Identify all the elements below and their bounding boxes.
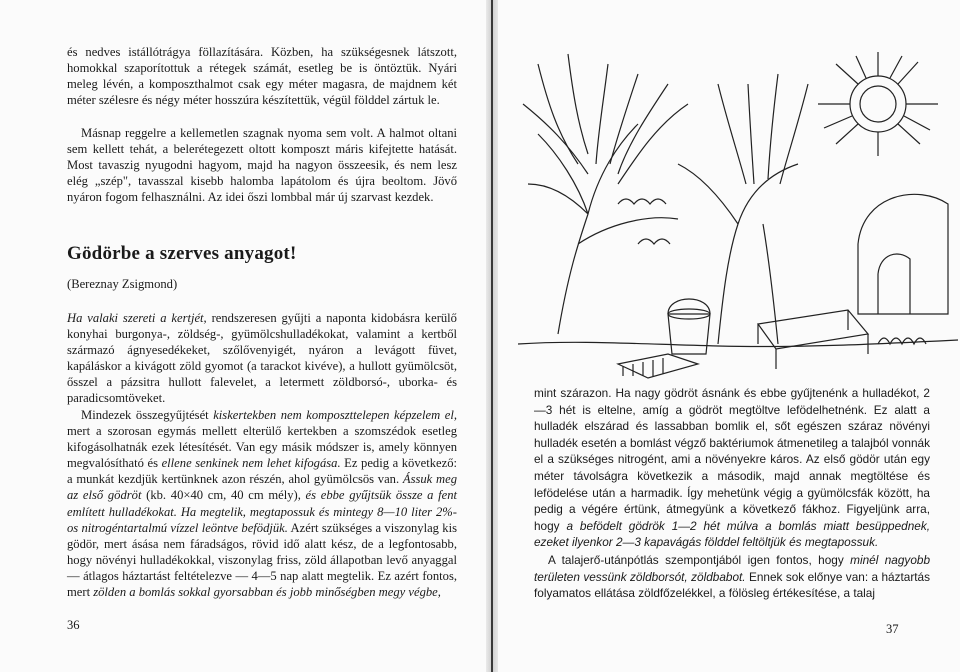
sun-icon bbox=[818, 52, 938, 156]
paragraph-3-text: rendszeresen gyűjti a naponta kidobásra kerülő konyhai burgonya-, zöldség-, gyümölcshulladékokat, valamint a kertből származó ágnyesedékeket, szőlővenyigét, nyáron a levágott füvet, kapáláskor a kivágott zöld gyomot (a tarackot kivéve), a hullott gyümölcsöt, ősszel a pázsitra hullott falevelet, a letermett zöldborsó-, uborka- és paradicsomtöveket. bbox=[67, 311, 457, 406]
author-line: (Bereznay Zsigmond) bbox=[67, 277, 178, 291]
page-number-right: 37 bbox=[886, 622, 899, 636]
right-paragraph-2 bbox=[534, 552, 930, 602]
rp2-b: minél nagyobb területen vessünk zöldborsót, zöldbabot. bbox=[534, 553, 931, 584]
p4-b: kiskertekben nem komposztteleрen képzelem el, bbox=[213, 408, 457, 422]
p4-d: ellene senkinek nem lehet kifogása. bbox=[161, 456, 341, 471]
p4-f: Ássuk meg az első gödröt bbox=[67, 472, 457, 503]
garden-illustration bbox=[518, 44, 958, 384]
book-gutter bbox=[486, 0, 498, 672]
p4-c: mert a szorosan egymás mellett elterülő kertekben a szomszédok esetleg kifogásolhatnák ezek létesítését. Van egy másik módszer is, amely könnyen megvalósítható és bbox=[67, 424, 457, 471]
paragraph-3-italic: Ha valaki szereti a kertjét, bbox=[67, 311, 207, 325]
rp2-a: A talajerő-utánpótlás szempontjából igen fontos, hogy bbox=[548, 553, 851, 567]
right-paragraph-1 bbox=[534, 385, 930, 551]
p4-e: Ez pedig a következő: a munkát kezdjük kertünknek azon részén, ahol gyümölcsös van. bbox=[67, 456, 457, 487]
paragraph-4 bbox=[67, 407, 457, 600]
page-number-left: 36 bbox=[67, 618, 80, 632]
rp1-italic: a befödelt gödrök 1—2 hét múlva a bomlás miatt besüppednek, ezeket ilyenkor 2—3 kapavágás földdel feltöltjük és megtapossuk. bbox=[534, 518, 931, 550]
paragraph-3 bbox=[67, 310, 457, 407]
p4-g: (kb. 40×40 cm, 40 cm mély), bbox=[141, 488, 306, 503]
paragraph-2 bbox=[67, 125, 457, 205]
p4-h: és ebbe gyűjtsük össze a fent említett hulladékokat. Ha megtelik, megtapossuk és mintegy 8—10 liter 2%-os nitrogéntartalmú vízzel leöntve befödjük. bbox=[67, 488, 457, 535]
rp1-text: mint szárazon. Ha nagy gödröt ásnánk és ebbe gyűjtenénk a hulladékot, 2—3 hét is eltelne, amíg a gödröt megtöltve lefödelhetnénk. Ez alatt a hulladék elszárad és lassabban bomlik el, sőt egészen száraz növényi hulladék esetén a bomlást végző baktériumok átmenetileg a talajból vonnák el a szükséges nitrogént, ami a növényekre káros. Az első gödör után egy méter távolságra következik a második, majd annak megtöltése és lefödelése után a harmadik. Így mehetünk végig a gyümölcsfák között, ha pedig a végére értünk, átmegyünk a következő fákhoz. Figyeljünk arra, hogy bbox=[534, 386, 930, 533]
p4-j: zölden a bomlás sokkal gyorsabban és jobb minőségben megy végbe, bbox=[93, 585, 441, 600]
rp2-c: Ennek sok előnye van: a háztartás folyamatos ellátása zöldfőzelékkel, a fölösleg értékesítése, a talaj bbox=[534, 569, 930, 601]
p4-i: Azért szükséges a viszonylag kis gödör, mert ásása nem fáradságos, rövid idő alatt kész, de a legfontosabb, hogy növényi hulladékokkal, viszonylag friss, zöld állapotban levő anyaggal — átlagos háztartást feltételezve — 4—5 nap alatt megtelik. Ez azért fontos, mert bbox=[67, 520, 457, 600]
paragraph-2-text: Másnap reggelre a kellemetlen szagnak nyoma sem volt. A halmot oltani sem kellett tehát, a belerétegezett oltott komposzt máris kifejtette hatását. Most tavaszig nyugodni hagyom, majd ha nagyon összeesik, és nem lesz elég „szép", tavasszal kisebb halomba lapátolom és újra beoltom. Jövő nyáron fogom felhasználni. Az idei őszi lombbal már új szarvast kezdek. bbox=[67, 126, 457, 205]
p4-a: Mindezek összegyűjtését bbox=[81, 408, 214, 422]
section-heading: Gödörbe a szerves anyagot! bbox=[67, 243, 297, 264]
paragraph-1: és nedves istállótrágya föllazítására. Közben, ha szükségesnek látszott, homokkal szaporítottuk a rétegek számát, esetleg be is öntöztük. Nyári meleg lévén, a komposzthalmot csak egy méter magasra, de majdnem két méter szélesre és négy méter hosszúra készítettük, végül földdel zártuk le. bbox=[67, 45, 457, 108]
right-page bbox=[498, 0, 960, 672]
